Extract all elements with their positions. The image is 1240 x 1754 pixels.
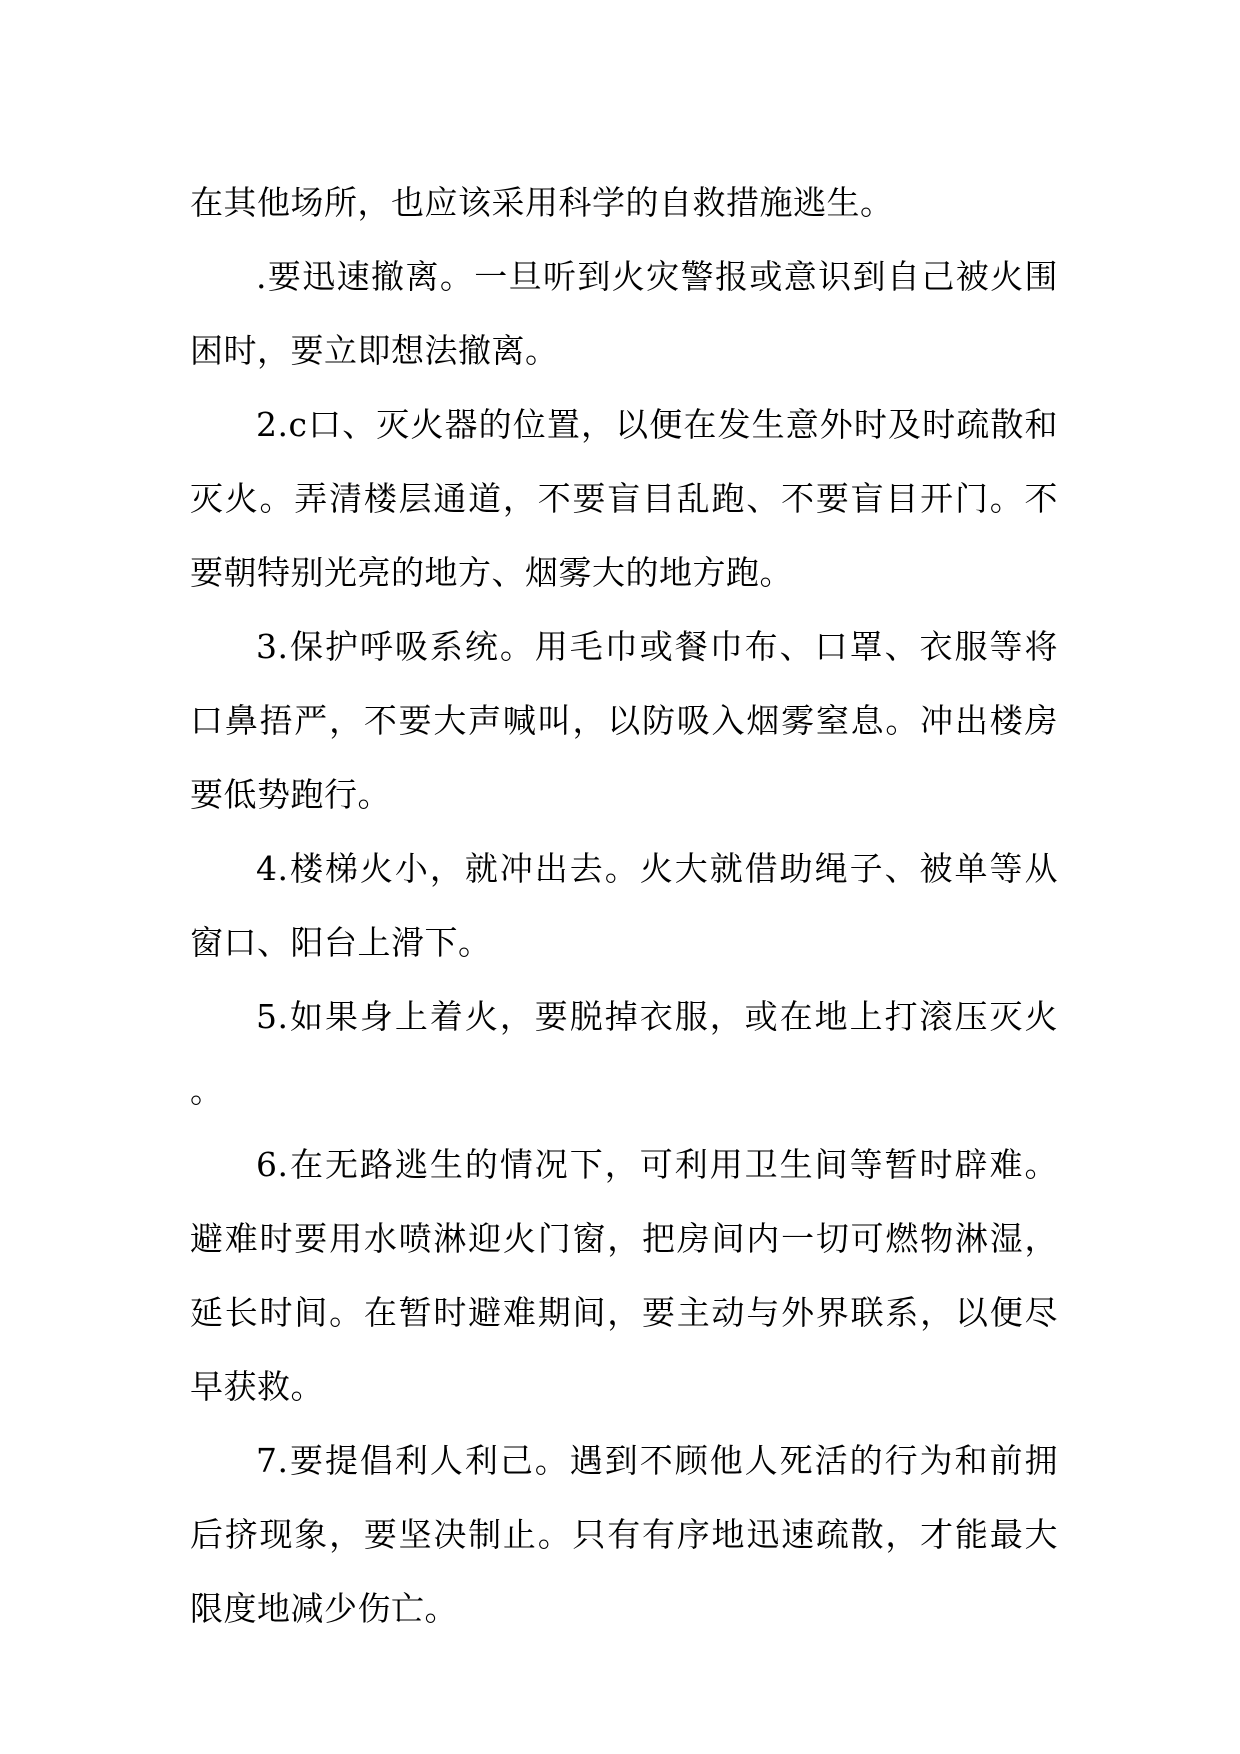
- paragraph-shelter: 6.在无路逃生的情况下，可利用卫生间等暂时辟难。避难时要用水喷淋迎火门窗，把房间内一切可燃物淋湿，延长时间。在暂时避难期间，要主动与外界联系，以便尽早获救。: [190, 1145, 1058, 1406]
- paragraph-protect-breathing: 3.保护呼吸系统。用毛巾或餐巾布、口罩、衣服等将口鼻捂严，不要大声喊叫，以防吸入烟雾窒息。冲出楼房要低势跑行。: [190, 627, 1058, 814]
- paragraph-clothes-on-fire: 5.如果身上着火，要脱掉衣服，或在地上打滚压灭火。: [190, 997, 1058, 1110]
- document-body: [190, 166, 1058, 1646]
- paragraph-intro: 在其他场所，也应该采用科学的自救措施逃生。: [190, 183, 894, 222]
- paragraph-stairs-window: 4.楼梯火小，就冲出去。火大就借助绳子、被单等从窗口、阳台上滑下。: [190, 849, 1058, 962]
- paragraph-orderly-evacuation: 7.要提倡利人利己。遇到不顾他人死活的行为和前拥后挤现象，要坚决制止。只有有序地迅速疏散，才能最大限度地减少伤亡。: [190, 1441, 1058, 1628]
- paragraph-evacuate-quickly: .要迅速撤离。一旦听到火灾警报或意识到自己被火围困时，要立即想法撤离。: [190, 257, 1058, 370]
- paragraph-know-exits: 2.c口、灭火器的位置，以便在发生意外时及时疏散和灭火。弄清楼层通道，不要盲目乱跑、不要盲目开门。不要朝特别光亮的地方、烟雾大的地方跑。: [190, 405, 1058, 592]
